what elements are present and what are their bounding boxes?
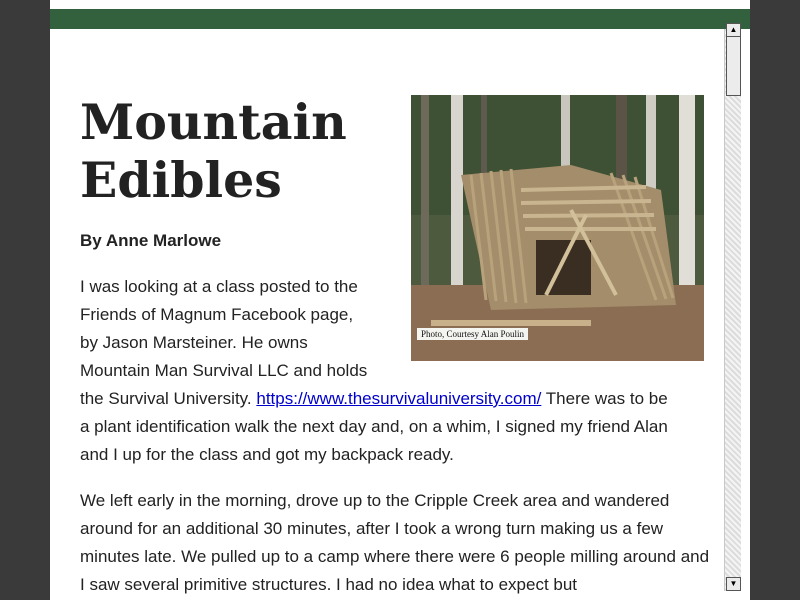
article-content	[50, 29, 724, 600]
scrollbar-thumb[interactable]	[726, 36, 741, 96]
arrow-down-icon[interactable]: ▼	[726, 577, 741, 591]
byline: By Anne Marlowe	[80, 231, 222, 250]
arrow-up-icon[interactable]: ▲	[726, 23, 741, 37]
p1-tail-after-link: There was to be a plant identification walk the next day and, on a whim, I signed my friend Alan and I up for the class and got my backpack ready.	[80, 389, 668, 464]
title-line-1: Mountain	[80, 93, 347, 151]
p1-line: by Jason Marsteiner. He owns	[80, 333, 308, 352]
paragraph-2: We left early in the morning, drove up to the Cripple Creek area and wandered around for an additional 30 minutes, after I took a wrong turn making us a few minutes late. We pulled up to a camp where there were 6 people milling around and I saw several primitive structures. I had no idea what to expect but	[80, 491, 710, 594]
p1-line: Friends of Magnum Facebook page,	[80, 305, 354, 324]
page	[50, 0, 750, 600]
survival-university-link[interactable]: https://www.thesurvivaluniversity.com/	[256, 389, 542, 408]
photo-caption: Photo, Courtesy Alan Poulin	[417, 328, 528, 340]
vertical-scrollbar[interactable]	[724, 25, 741, 591]
article-title	[80, 93, 400, 209]
title-line-2: Edibles	[80, 151, 282, 209]
p1-tail-text: the Survival University.	[80, 389, 257, 408]
paragraph-1	[80, 273, 680, 469]
p1-line: Mountain Man Survival LLC and holds	[80, 361, 368, 380]
header-bar	[50, 9, 750, 29]
p1-line: I was looking at a class posted to the	[80, 277, 358, 296]
